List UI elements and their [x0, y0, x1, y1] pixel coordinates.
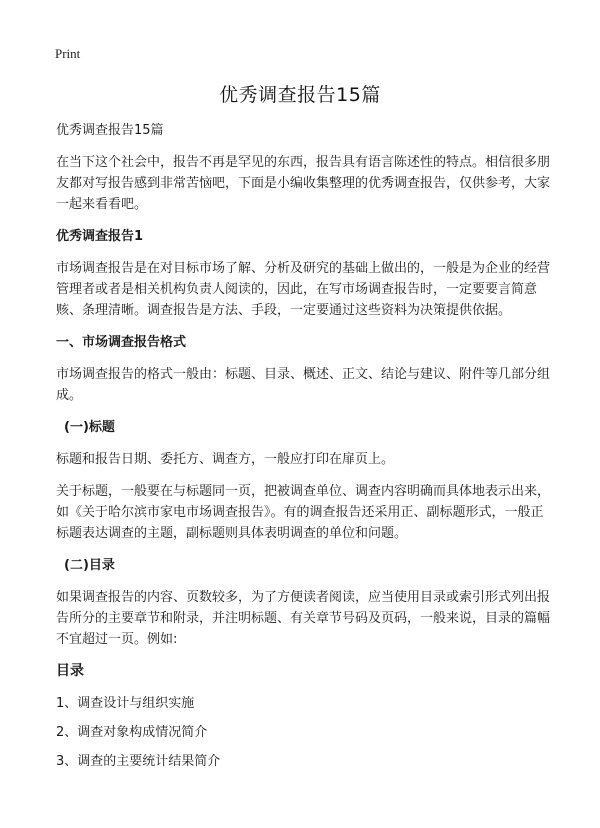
document-body [56, 120, 550, 780]
toc-item: 1、调查设计与组织实施 [56, 696, 195, 711]
format-heading: 一、市场调查报告格式 [56, 335, 187, 350]
toc-heading: 目录 [56, 663, 84, 679]
print-link[interactable]: Print [55, 46, 81, 61]
intro-paragraph: 在当下这个社会中，报告不再是罕见的东西，报告具有语言陈述性的特点。相信很多朋友都对写报告感到非常苦恼吧，下面是小编收集整理的优秀调查报告，仅供参考，大家一起来看看吧。 [56, 155, 551, 212]
subheading-contents: (二)目录 [64, 558, 115, 573]
toc-item: 2、调查对象构成情况简介 [56, 725, 208, 740]
page-title: 优秀调查报告15篇 [219, 84, 381, 106]
format-paragraph: 市场调查报告的格式一般由：标题、目录、概述、正文、结论与建议、附件等几部分组成。 [56, 367, 551, 403]
contents-paragraph: 如果调查报告的内容、页数较多，为了方便读者阅读，应当使用目录或索引形式列出报告所分的主要章节和附录，并注明标题、有关章节号码及页码，一般来说，目录的篇幅不宜超过一页。例如: [56, 590, 551, 647]
document-subtitle: 优秀调查报告15篇 [56, 123, 164, 138]
toc-item: 3、调查的主要统计结果简介 [56, 754, 221, 769]
section1-paragraph: 市场调查报告是在对目标市场了解、分析及研究的基础上做出的，一般是为企业的经营管理者或者是相关机构负责人阅读的，因此，在写市场调查报告时，一定要要言简意赅、条理清晰。调查报告是方法、手段，一定要通过这些资料为决策提供依据。 [56, 261, 551, 318]
title-paragraph-1: 标题和报告日期、委托方、调查方，一般应打印在扉页上。 [56, 452, 395, 467]
section-heading-report-1: 优秀调查报告1 [56, 229, 144, 244]
title-paragraph-2: 关于标题，一般要在与标题同一页，把被调查单位、调查内容明确而具体地表示出来，如《关于哈尔滨市家电市场调查报告》。有的调查报告还采用正、副标题形式，一般正标题表达调查的主题，副标题则具体表明调查的单位和问题。 [56, 484, 551, 541]
subheading-title: (一)标题 [64, 420, 115, 435]
